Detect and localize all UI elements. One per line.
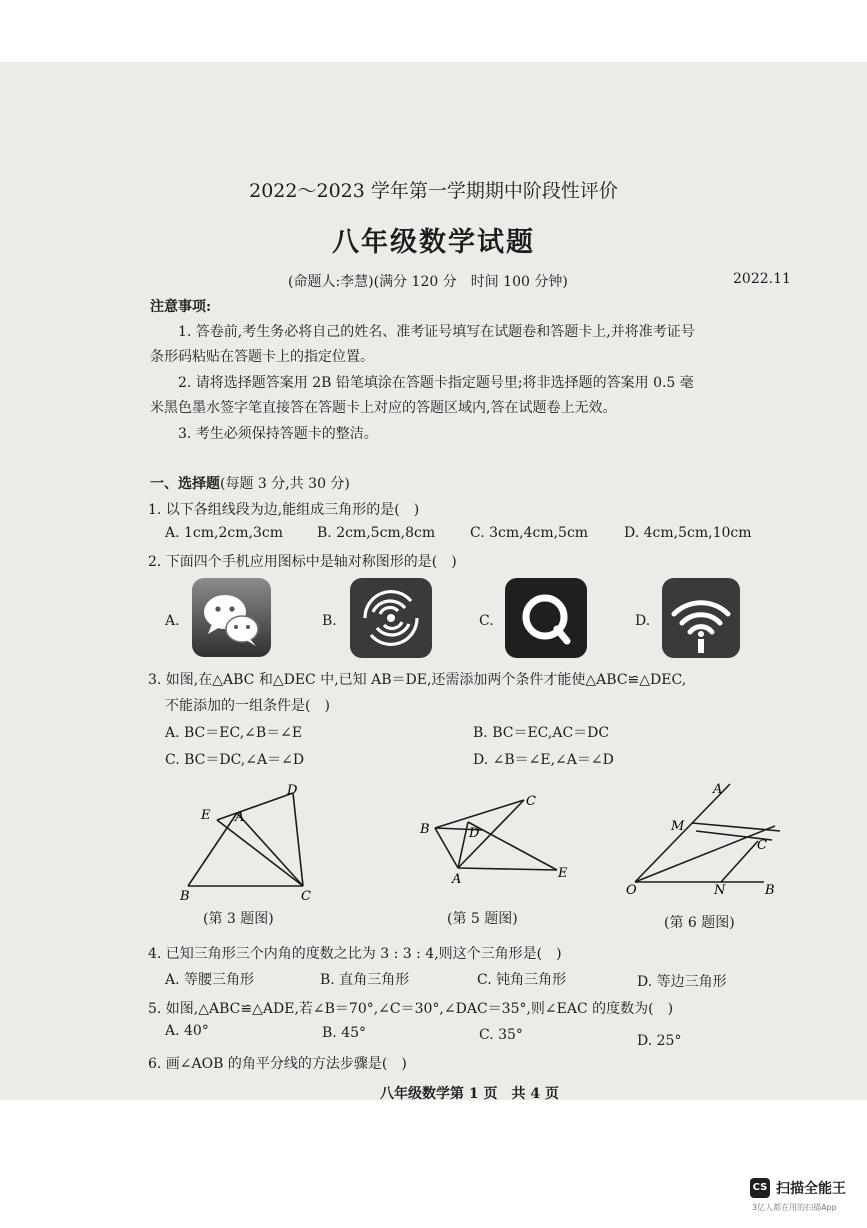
q2-option-b: B.	[322, 613, 337, 629]
wifi-app-icon	[662, 578, 740, 658]
swirl-app-icon	[350, 578, 432, 658]
semester-title: 2022～2023 学年第一学期期中阶段性评价	[249, 180, 618, 202]
q5-stem: 5. 如图,△ABC≌△ADE,若∠B＝70°,∠C＝30°,∠DAC＝35°,则∠EAC 的度数为( )	[148, 1001, 674, 1017]
notice-item-1-line-2: 条形码粘贴在答题卡上的指定位置。	[150, 349, 374, 365]
q4-option-a: A. 等腰三角形	[165, 972, 255, 988]
exam-date: 2022.11	[733, 271, 791, 287]
section-title: 一、选择题	[150, 476, 220, 492]
fig3-label-d: D	[287, 783, 298, 798]
q2-option-d: D.	[635, 613, 651, 629]
fig6-label-b: B	[765, 883, 775, 898]
notice-item-2-line-1: 2. 请将选择题答案用 2B 铅笔填涂在答题卡指定题号里;将非选择题的答案用 0.5 毫	[178, 375, 694, 391]
q1-option-c: C. 3cm,4cm,5cm	[470, 525, 589, 541]
figure-5-caption: (第 5 题图)	[447, 911, 518, 927]
q4-stem: 4. 已知三角形三个内角的度数之比为 3 : 3 : 4,则这个三角形是( )	[148, 946, 562, 962]
q2-option-a: A.	[165, 613, 180, 629]
section-note: (每题 3 分,共 30 分)	[220, 476, 350, 492]
fig6-label-o: O	[626, 883, 637, 898]
section-heading	[150, 473, 350, 493]
fig6-label-a: A	[713, 782, 723, 797]
page-footer-clip	[380, 1083, 559, 1100]
q5-option-c: C. 35°	[479, 1027, 523, 1043]
q2-stem: 2. 下面四个手机应用图标中是轴对称图形的是( )	[148, 554, 457, 570]
fig5-label-b: B	[420, 822, 430, 837]
q5-option-d: D. 25°	[637, 1033, 682, 1049]
exam-title: 八年级数学试题	[332, 227, 535, 258]
figure-3-diagram	[170, 780, 330, 910]
fig5-label-a: A	[452, 872, 462, 887]
wechat-app-icon	[192, 578, 271, 657]
q2-option-c: C.	[479, 613, 494, 629]
q4-option-b: B. 直角三角形	[320, 972, 410, 988]
q3-stem-line-1: 3. 如图,在△ABC 和△DEC 中,已知 AB＝DE,还需添加两个条件才能使△ABC≌△DEC,	[148, 672, 687, 688]
page-footer: 八年级数学第 1 页 共 4 页	[380, 1086, 559, 1100]
camscanner-logo: CS	[750, 1178, 770, 1198]
exam-meta: (命题人:李慧)(满分 120 分 时间 100 分钟)	[288, 274, 568, 290]
bottom-margin	[0, 1100, 867, 1228]
q5-option-b: B. 45°	[322, 1025, 367, 1041]
figure-3-caption: (第 3 题图)	[203, 911, 274, 927]
q3-option-a: A. BC＝EC,∠B＝∠E	[165, 725, 303, 741]
camscanner-name: 扫描全能王	[776, 1181, 846, 1197]
figure-6-diagram	[620, 778, 790, 908]
notice-item-1-line-1: 1. 答卷前,考生务必将自己的姓名、准考证号填写在试题卷和答题卡上,并将准考证号	[178, 324, 695, 340]
q1-option-a: A. 1cm,2cm,3cm	[165, 525, 283, 541]
fig3-label-c: C	[301, 889, 311, 904]
q3-option-b: B. BC＝EC,AC＝DC	[473, 725, 610, 741]
q6-stem: 6. 画∠AOB 的角平分线的方法步骤是( )	[148, 1056, 407, 1072]
q1-stem: 1. 以下各组线段为边,能组成三角形的是( )	[148, 502, 420, 518]
fig5-label-d: D	[469, 826, 480, 841]
top-margin	[0, 0, 867, 62]
q1-option-b: B. 2cm,5cm,8cm	[317, 525, 436, 541]
notice-item-2-line-2: 米黑色墨水签字笔直接答在答题卡上对应的答题区域内,答在试题卷上无效。	[150, 400, 617, 416]
fig3-label-b: B	[180, 889, 190, 904]
q4-option-c: C. 钝角三角形	[477, 972, 567, 988]
q1-option-d: D. 4cm,5cm,10cm	[624, 525, 752, 541]
q4-option-d: D. 等边三角形	[637, 974, 727, 990]
figure-5-diagram	[410, 785, 580, 905]
figure-6-caption: (第 6 题图)	[664, 915, 735, 931]
fig5-label-c: C	[526, 794, 536, 809]
notice-heading: 注意事项:	[150, 299, 212, 315]
fig3-label-e: E	[201, 808, 211, 823]
q3-stem-line-2: 不能添加的一组条件是( )	[165, 698, 330, 714]
fig6-label-c: C	[757, 838, 767, 853]
q3-option-d: D. ∠B＝∠E,∠A＝∠D	[473, 752, 614, 768]
fig6-label-n: N	[714, 883, 726, 898]
search-q-app-icon	[505, 578, 587, 658]
fig6-label-m: M	[671, 819, 685, 834]
q3-option-c: C. BC＝DC,∠A＝∠D	[165, 752, 305, 768]
q5-option-a: A. 40°	[165, 1023, 209, 1039]
fig5-label-e: E	[558, 866, 568, 881]
notice-item-3: 3. 考生必须保持答题卡的整洁。	[178, 426, 378, 442]
camscanner-tagline: 3亿人都在用的扫描App	[752, 1203, 837, 1212]
fig3-label-a: A	[235, 810, 245, 825]
